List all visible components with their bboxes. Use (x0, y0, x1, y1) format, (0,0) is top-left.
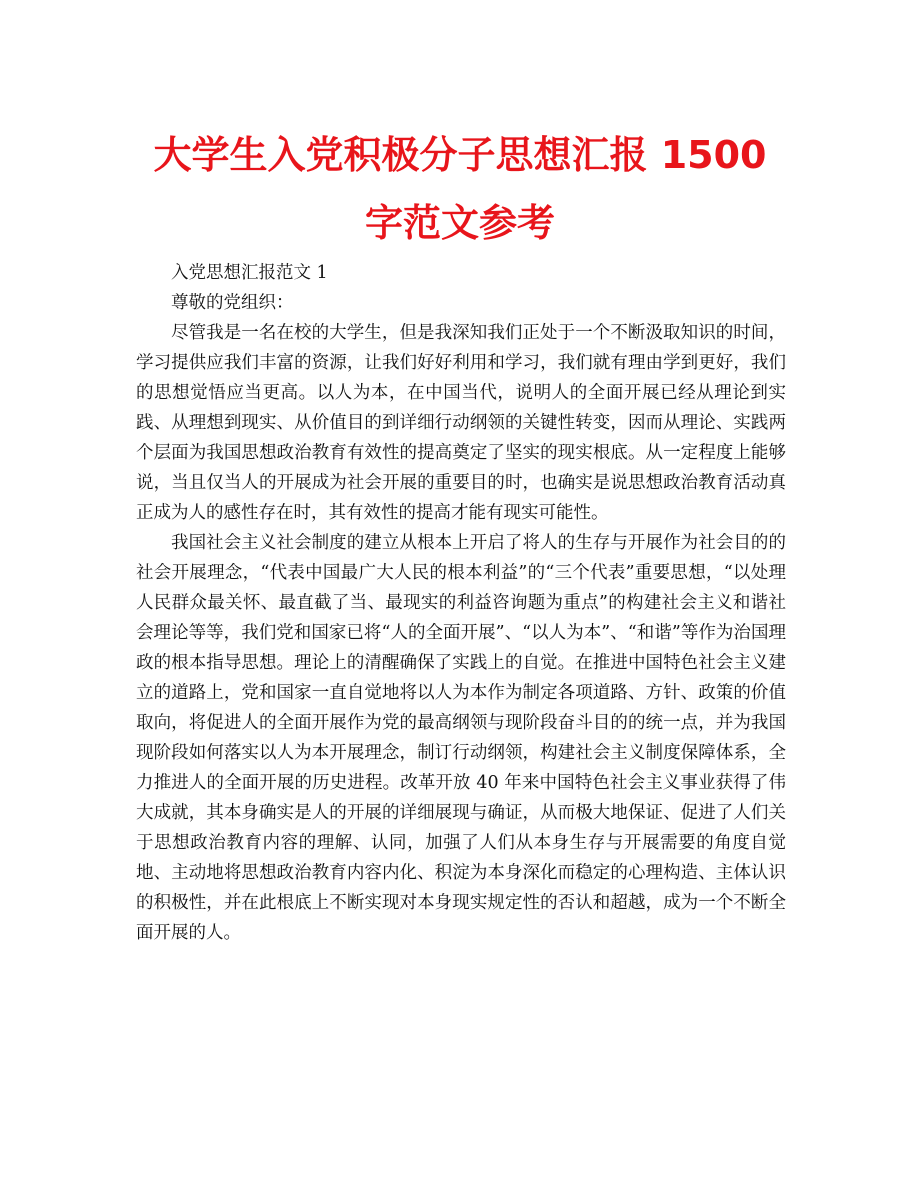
salutation: 尊敬的党组织： (171, 293, 294, 313)
body-paragraph: 我国社会主义社会制度的建立从根本上开启了将人的生存与开展作为社会目的的社会开展理念，“代表中国最广大人民的根本利益”的“三个代表”重要思想，“以处理人民群众最关怀、最直截了当、最现实的利益咨询题为重点”的构建社会主义和谐社会理论等等，我们党和国家已将“人的全面开展”、“以人为本”、“和谐”等作为治国理政的根本指导思想。理论上的清醒确保了实践上的自觉。在推进中国特色社会主义建立的道路上，党和国家一直自觉地将以人为本作为制定各项道路、方针、政策的价值取向，将促进人的全面开展作为党的最高纲领与现阶段奋斗目的的统一点，并为我国现阶段如何落实以人为本开展理念，制订行动纲领，构建社会主义制度保障体系，全力推进人的全面开展的历史进程。改革开放 40 年来中国特色社会主义事业获得了伟大成就，其本身确实是人的开展的详细展现与确证，从而极大地保证、促进了人们关于思想政治教育内容的理解、认同，加强了人们从本身生存与开展需要的角度自觉地、主动地将思想政治教育内容内化、积淀为本身深化而稳定的心理构造、主体认识的积极性，并在此根底上不断实现对本身现实规定性的否认和超越，成为一个不断全面开展的人。 (136, 533, 786, 943)
section-heading: 入党思想汇报范文 1 (171, 263, 328, 283)
document-body (136, 258, 786, 948)
document-title: 大学生入党积极分子思想汇报 1500 字范文参考 (153, 133, 767, 245)
body-paragraph: 尽管我是一名在校的大学生，但是我深知我们正处于一个不断汲取知识的时间，学习提供应我们丰富的资源，让我们好好利用和学习，我们就有理由学到更好，我们的思想觉悟应当更高。以人为本，在中国当代，说明人的全面开展已经从理论到实践、从理想到现实、从价值目的到详细行动纲领的关键性转变，因而从理论、实践两个层面为我国思想政治教育有效性的提高奠定了坚实的现实根底。从一定程度上能够说，当且仅当人的开展成为社会开展的重要目的时，也确实是说思想政治教育活动真正成为人的感性存在时，其有效性的提高才能有现实可能性。 (136, 323, 786, 523)
